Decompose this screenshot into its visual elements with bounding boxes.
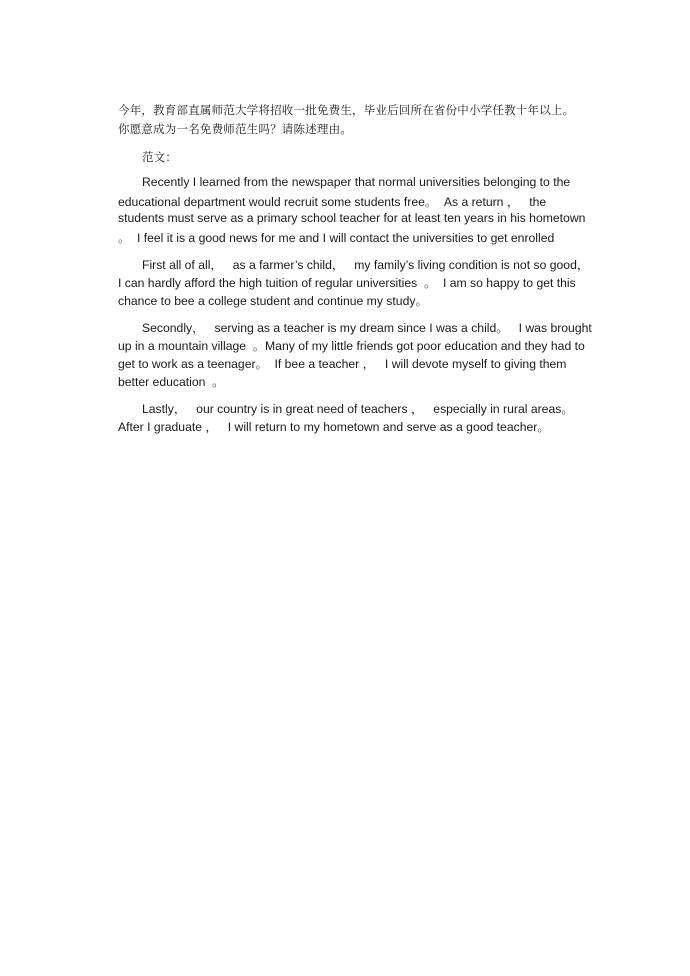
prompt-line-2: 你愿意成为一名免费师范生吗？请陈述理由。 [118,122,352,136]
paragraph-line: First all of all， as a farmer’s child， my family’s living condition is not so good， [142,258,590,272]
paragraph-line: Lastly， our country is in great need of teachers ， especially in rural areas。 [142,402,574,416]
paragraph-line: I can hardly afford the high tuition of regular universities 。 I am so happy to get this [118,276,576,290]
paragraph-line: 。 I feel it is a good news for me and I will contact the universities to get enrolled [118,231,555,245]
paragraph-line: up in a mountain village 。Many of my little friends got poor education and they had to [118,339,585,353]
paragraph-line: chance to bee a college student and continue my study。 [118,294,428,308]
paragraph-line: students must serve as a primary school teacher for at least ten years in his hometown [118,211,586,225]
paragraph-line: Secondly， serving as a teacher is my dream since I was a child。 I was brought [142,321,592,335]
prompt-line-1: 今年，教育部直属师范大学将招收一批免费生，毕业后回所在省份中小学任教十年以上。 [118,103,575,117]
paragraph-line: After I graduate ， I will return to my hometown and serve as a good teacher。 [118,420,550,434]
paragraph-line: better education 。 [118,375,225,389]
essay-label: 范文： [142,150,178,164]
paragraph-line: get to work as a teenager。 If bee a teacher ， I will devote myself to giving them [118,357,567,371]
paragraph-line: educational department would recruit some students free。 As a return ， the [118,195,547,209]
paragraph-line: Recently I learned from the newspaper that normal universities belonging to the [142,175,571,189]
